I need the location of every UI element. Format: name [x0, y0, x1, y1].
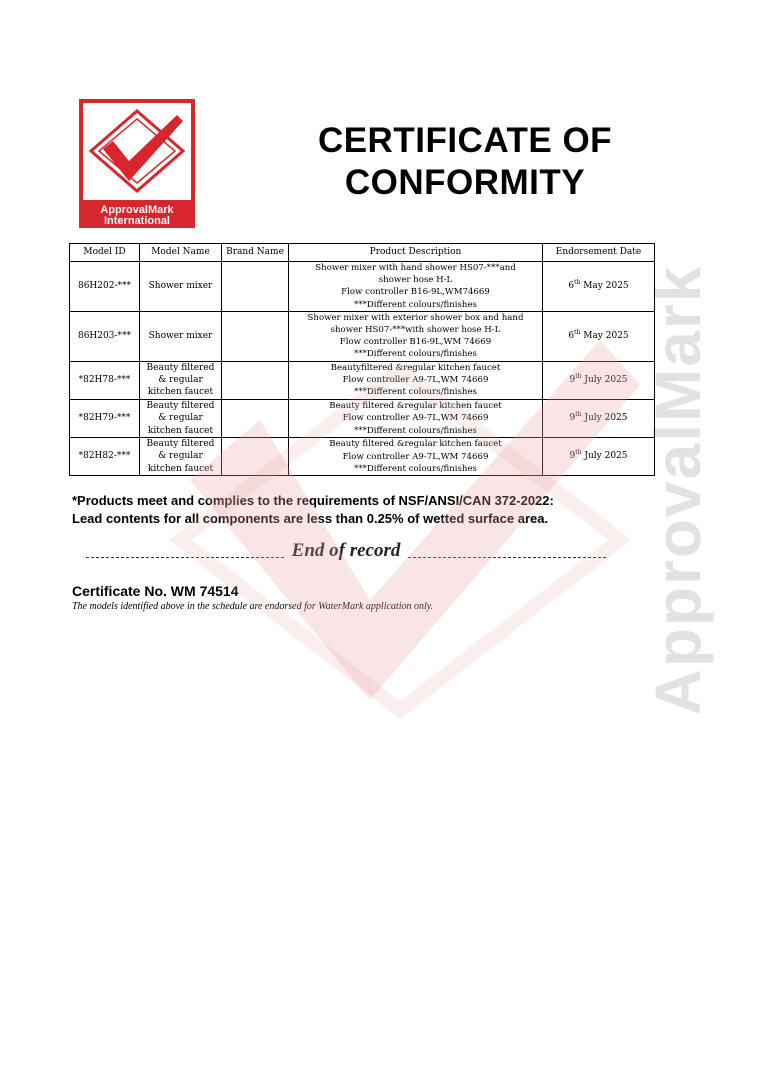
- end-of-record-label: End of record: [291, 540, 401, 561]
- table-header-row: [70, 244, 655, 262]
- logo-text-line2: International: [103, 215, 171, 227]
- cell-brand-name: [222, 399, 289, 437]
- cell-model-name: Shower mixer: [140, 311, 222, 361]
- cell-endorsement-date: 9th July 2025: [543, 399, 655, 437]
- dashed-line-left: [86, 557, 284, 558]
- table-row: [70, 438, 655, 476]
- cell-product-description: Shower mixer with exterior shower box and hand shower HS07-***with shower hose H-L Flow controller B16-9L,WM 74669 ***Different colours/finishes: [289, 311, 543, 361]
- records-table: [69, 243, 655, 476]
- cell-endorsement-date: 6th May 2025: [543, 311, 655, 361]
- watermark-text: ApprovalMark: [642, 264, 714, 716]
- cell-brand-name: [222, 438, 289, 476]
- table-row: [70, 262, 655, 312]
- cell-product-description: Beauty filtered &regular kitchen faucet Flow controller A9-7L,WM 74669 ***Different colours/finishes: [289, 399, 543, 437]
- header-product-description: Product Description: [289, 244, 543, 262]
- page-title-line1: CERTIFICATE OF: [317, 121, 613, 160]
- cell-model-id: *82H82-***: [70, 438, 140, 476]
- end-of-record-divider: [86, 540, 606, 562]
- compliance-line2: Lead contents for all components are less than 0.25% of wetted surface area.: [72, 511, 549, 526]
- cell-endorsement-date: 9th July 2025: [543, 361, 655, 399]
- cell-model-id: 86H203-***: [70, 311, 140, 361]
- dashed-line-right: [408, 557, 606, 558]
- cell-brand-name: [222, 361, 289, 399]
- cell-model-id: *82H79-***: [70, 399, 140, 437]
- certificate-number: Certificate No. WM 74514: [72, 583, 239, 599]
- cell-brand-name: [222, 262, 289, 312]
- cell-product-description: Shower mixer with hand shower HS07-***and shower hose H-L Flow controller B16-9L,WM74669 ***Different colours/finishes: [289, 262, 543, 312]
- header-endorsement-date: Endorsement Date: [543, 244, 655, 262]
- cell-model-name: Shower mixer: [140, 262, 222, 312]
- header-model-id: Model ID: [70, 244, 140, 262]
- table-row: [70, 311, 655, 361]
- watermark-application-note: The models identified above in the schedule are endorsed for WaterMark application only.: [72, 601, 434, 612]
- cell-model-name: Beauty filtered & regular kitchen faucet: [140, 438, 222, 476]
- cell-model-id: *82H78-***: [70, 361, 140, 399]
- cell-endorsement-date: 6th May 2025: [543, 262, 655, 312]
- cell-model-name: Beauty filtered & regular kitchen faucet: [140, 399, 222, 437]
- compliance-line1: *Products meet and complies to the requirements of NSF/ANSI/CAN 372-2022:: [72, 493, 554, 508]
- approvalmark-logo: [79, 99, 195, 228]
- table-row: [70, 361, 655, 399]
- page-title-line2: CONFORMITY: [344, 163, 586, 202]
- cell-model-id: 86H202-***: [70, 262, 140, 312]
- header-brand-name: Brand Name: [222, 244, 289, 262]
- cell-product-description: Beautyfiltered &regular kitchen faucet Flow controller A9-7L,WM 74669 ***Different colours/finishes: [289, 361, 543, 399]
- cell-model-name: Beauty filtered & regular kitchen faucet: [140, 361, 222, 399]
- table-row: [70, 399, 655, 437]
- header-model-name: Model Name: [140, 244, 222, 262]
- cell-endorsement-date: 9th July 2025: [543, 438, 655, 476]
- logo-text-line1: ApprovalMark: [100, 204, 174, 216]
- compliance-statement: [72, 492, 642, 528]
- cell-brand-name: [222, 311, 289, 361]
- cell-product-description: Beauty filtered &regular kitchen faucet Flow controller A9-7L,WM 74669 ***Different colours/finishes: [289, 438, 543, 476]
